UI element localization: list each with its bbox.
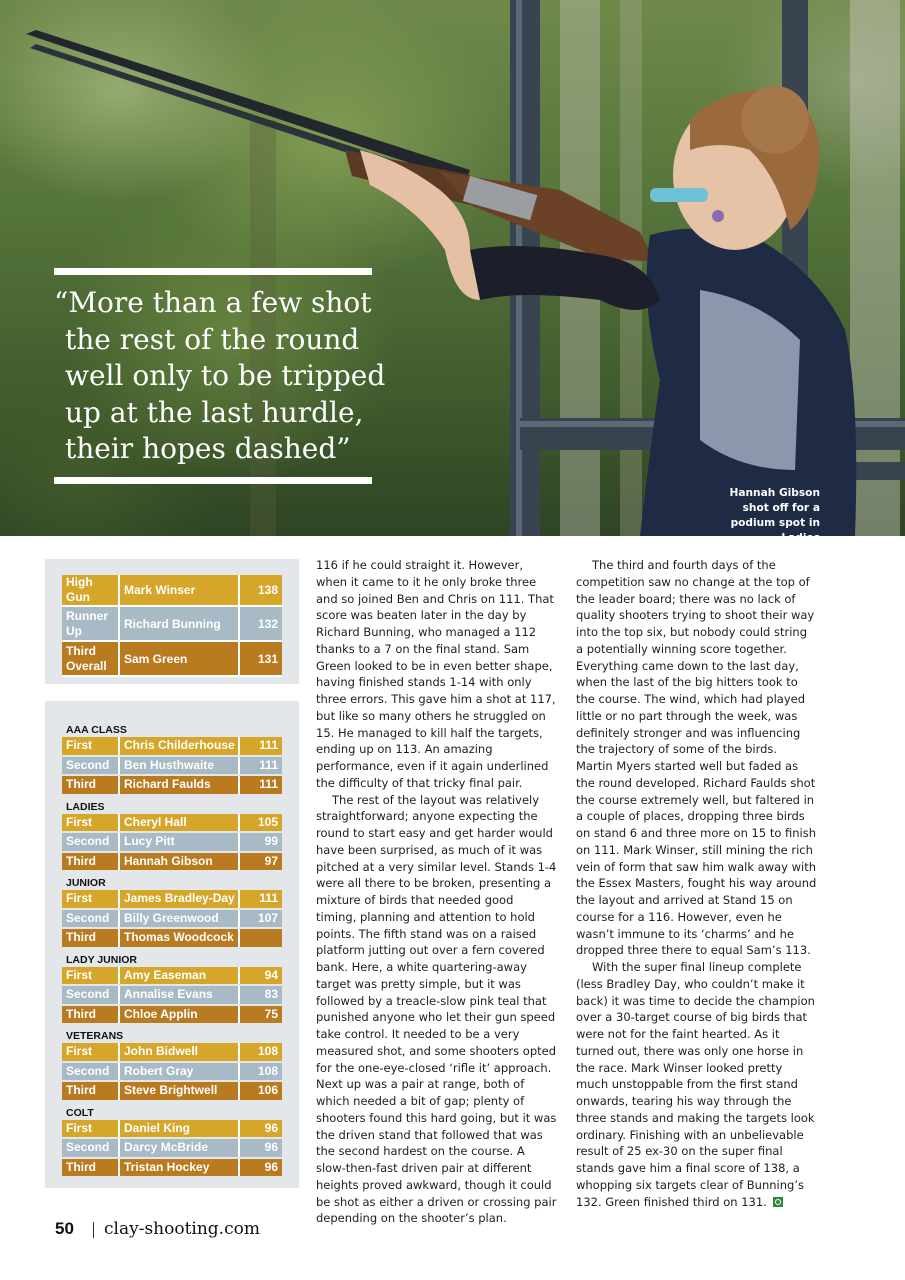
result-name: Tristan Hockey xyxy=(120,1159,240,1177)
result-place: Third xyxy=(62,1159,120,1177)
site-url: clay-shooting.com xyxy=(104,1219,260,1239)
class-title: JUNIOR xyxy=(66,877,106,889)
result-name: John Bidwell xyxy=(120,1043,240,1061)
class-result-row xyxy=(62,1043,282,1061)
result-score: 107 xyxy=(257,910,278,925)
result-place: Third xyxy=(62,929,120,947)
result-place: First xyxy=(62,1043,120,1061)
class-result-row xyxy=(62,1082,282,1100)
podium-score: 132 xyxy=(239,606,282,641)
class-title: LADY JUNIOR xyxy=(66,953,137,966)
result-name: Ben Husthwaite xyxy=(120,757,240,775)
result-place: Third xyxy=(62,1006,120,1024)
class-title: COLT xyxy=(66,1106,94,1119)
class-result-row xyxy=(62,853,282,871)
result-score: 75 xyxy=(264,1006,278,1021)
class-result-row xyxy=(62,776,282,794)
result-name: Cheryl Hall xyxy=(120,814,240,832)
result-score: 111 xyxy=(259,738,278,752)
podium-name: Richard Bunning xyxy=(119,606,239,641)
result-name: Amy Easeman xyxy=(120,967,240,985)
class-result-row xyxy=(62,1159,282,1177)
result-name: Steve Brightwell xyxy=(120,1082,240,1100)
class-result-row xyxy=(62,1006,282,1024)
result-score: 108 xyxy=(257,1044,278,1058)
class-title: VETERANS xyxy=(66,1030,124,1042)
result-place: Second xyxy=(62,1139,120,1157)
class-title: AAA CLASS xyxy=(66,724,127,736)
page-number: 50 xyxy=(55,1219,74,1238)
article-paragraph: The third and fourth days of the competition saw no change at the top of the leader board; there was no lack of quality shooters trying to shoot their way into the top six, but nobody could string a potentially winning score together. Everything came down to the last day, when the last of the big hitters took to the course. The wind, which had played little or no part through the week, was definitely stronger and was influencing the trajectory of some of the birds. Martin Myers started well but faded as the round developed. Richard Faulds shot the course extremely well, but faltered in a couple of places, dropping three birds on stand 6 and three more on 15 to finish on 111. Mark Winser, still mining the rich vein of form that saw him walk away with the Essex Masters, fought his way around the layout and arrived at Stand 15 on course for a 116. However, even he wasn’t immune to its ‘charms’ and he dropped three there to equal Sam’s 113. xyxy=(576,558,817,958)
result-score: 96 xyxy=(264,1159,278,1174)
result-score: 108 xyxy=(257,1063,278,1078)
podium-score: 138 xyxy=(239,575,282,606)
result-place: First xyxy=(62,967,120,985)
result-score: 96 xyxy=(264,1140,278,1154)
result-name: Robert Gray xyxy=(120,1063,240,1081)
class-result-row xyxy=(62,910,282,928)
class-title: LADIES xyxy=(66,800,105,813)
end-mark-icon xyxy=(773,1197,783,1207)
class-result-row xyxy=(62,967,282,985)
result-score: 105 xyxy=(257,814,278,829)
podium-position: Third Overall xyxy=(62,641,119,676)
class-results-list xyxy=(62,719,282,1178)
result-score: 111 xyxy=(259,891,278,905)
class-result-row xyxy=(62,757,282,775)
class-result-row xyxy=(62,737,282,755)
result-score: 111 xyxy=(259,777,278,791)
result-place: Second xyxy=(62,910,120,928)
result-place: Third xyxy=(62,853,120,871)
result-name: Chris Childerhouse xyxy=(120,737,240,755)
article-paragraph xyxy=(576,959,817,1210)
result-place: First xyxy=(62,737,120,755)
article-column-1 xyxy=(316,557,557,1227)
quote-rule-top xyxy=(54,268,372,275)
class-result-row xyxy=(62,1063,282,1081)
footer-divider xyxy=(93,1222,94,1238)
pull-quote: “More than a few shot the rest of the round well only to be tripped up at the last hurdle, their hopes dashed” xyxy=(54,286,386,465)
photo-caption: Hannah Gibson shot off for a podium spot in Ladies xyxy=(729,487,820,544)
result-place: Third xyxy=(62,1082,120,1100)
result-score: 99 xyxy=(264,834,278,848)
overall-results-table xyxy=(62,575,282,677)
podium-row xyxy=(62,641,282,676)
class-result-row xyxy=(62,833,282,851)
article-column-2 xyxy=(576,557,817,1210)
article-paragraph-text: With the super final lineup complete (less Bradley Day, who couldn’t make it back) it was time to decide the champion over a 30-target course of big birds that were not for the faint hearted. As it turned out, there was only one horse in the race. Mark Winser looked pretty much unstoppable from the first stand onwards, tearing his way through the three stands and making the targets look ordinary. Finishing with an unbelievable result of 25 ex-30 on the super final stands gave him a final score of 138, a whopping six targets clear of Bunning’s 132. Green finished third on 131. xyxy=(576,960,815,1209)
result-score: 83 xyxy=(264,987,278,1001)
class-result-row xyxy=(62,814,282,832)
result-score: 97 xyxy=(264,853,278,868)
result-score: 111 xyxy=(259,757,278,772)
result-score: 106 xyxy=(257,1083,278,1097)
class-result-row xyxy=(62,929,282,947)
result-name: Darcy McBride xyxy=(120,1139,240,1157)
class-result-row xyxy=(62,890,282,908)
result-name: Thomas Woodcock xyxy=(120,929,240,947)
result-score xyxy=(240,929,282,947)
result-name: Annalise Evans xyxy=(120,986,240,1004)
podium-name: Mark Winser xyxy=(119,575,239,606)
result-place: First xyxy=(62,890,120,908)
podium-row xyxy=(62,606,282,641)
podium-name: Sam Green xyxy=(119,641,239,676)
result-name: James Bradley-Day xyxy=(120,890,240,908)
result-score: 94 xyxy=(264,967,278,982)
result-name: Hannah Gibson xyxy=(120,853,240,871)
class-result-row xyxy=(62,1120,282,1138)
result-place: Second xyxy=(62,757,120,775)
result-name: Billy Greenwood xyxy=(120,910,240,928)
result-score: 96 xyxy=(264,1120,278,1135)
result-name: Chloe Applin xyxy=(120,1006,240,1024)
result-place: First xyxy=(62,814,120,832)
podium-position: High Gun xyxy=(62,575,119,606)
result-name: Richard Faulds xyxy=(120,776,240,794)
hero-photo xyxy=(0,0,905,544)
result-place: Third xyxy=(62,776,120,794)
podium-row xyxy=(62,575,282,606)
result-place: Second xyxy=(62,1063,120,1081)
class-result-row xyxy=(62,1139,282,1157)
quote-rule-bottom xyxy=(54,477,372,484)
article-paragraph: 116 if he could straight it. However, when it came to it he only broke three and so joined Ben and Chris on 111. That score was beaten later in the day by Richard Bunning, who managed a 112 thanks to a 7 on the final stand. Sam Green looked to be in even better shape, having finished stands 1-14 with only three errors. This gave him a shot at 117, but like so many others he struggled on 15. He managed to kill half the targets, ending up on 113. An amazing performance, even if it again underlined the difficulty of that tricky final pair. xyxy=(316,558,556,790)
result-place: Second xyxy=(62,833,120,851)
result-place: Second xyxy=(62,986,120,1004)
podium-score: 131 xyxy=(239,641,282,676)
podium-position: Runner Up xyxy=(62,606,119,641)
class-result-row xyxy=(62,986,282,1004)
result-name: Lucy Pitt xyxy=(120,833,240,851)
article-paragraph: The rest of the layout was relatively straightforward; anyone expecting the round to start easy and get harder would have been surprised, as much of it was pitched at a very similar level. Stands 1-4 were all there to be broken, presenting a mixture of birds that needed good timing, planning and attention to hold points. The fifth stand was on a raised platform jutting out over a fern covered bank. Here, a white quartering-away target was pretty simple, but it was followed by a treacle-slow pink teal that punished anyone who let their gun speed take control. It needed to be a very measured shot, and some shooters opted for the one-eye-closed ‘rifle it’ approach. Next up was a pair at range, both of which needed a bit of gap; plenty of shooters found this hard going, but it was the driven stand that followed that was the second hardest on the course. A slow-then-fast driven pair at different heights proved awkward, though it could be shot as either a driven or crossing pair depending on the shooter’s plan. xyxy=(316,792,557,1226)
result-place: First xyxy=(62,1120,120,1138)
result-name: Daniel King xyxy=(120,1120,240,1138)
